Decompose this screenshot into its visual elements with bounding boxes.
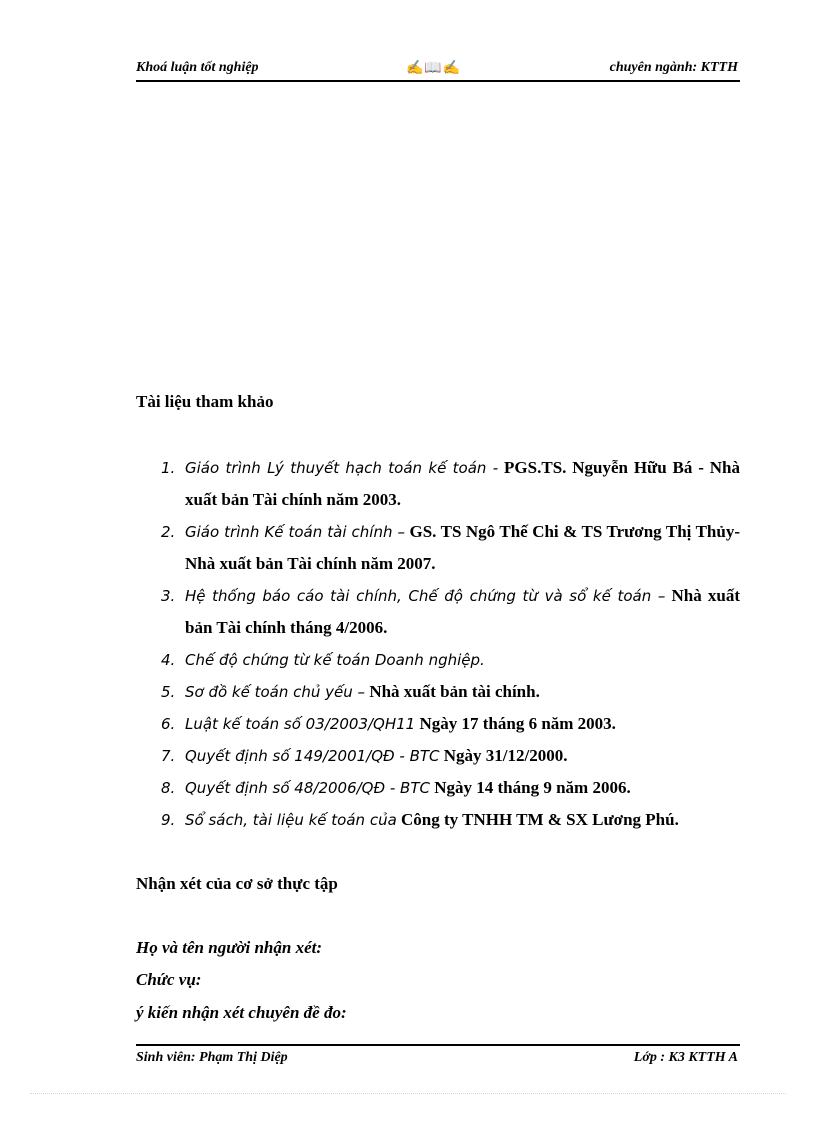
reviewer-opinion-label: ý kiến nhận xét chuyên đề đo: — [136, 1003, 347, 1022]
reference-item — [136, 516, 740, 580]
reference-title: Sơ đồ kế toán chủ yếu – — [185, 683, 366, 701]
page-footer — [136, 1044, 740, 1070]
reference-item — [136, 740, 740, 772]
references-title: Tài liệu tham khảo — [136, 392, 274, 411]
reference-number: 7. — [161, 747, 176, 765]
reference-source: Ngày 14 tháng 9 năm 2006. — [429, 778, 631, 797]
reference-title: Quyết định số 48/2006/QĐ - BTC — [185, 779, 430, 797]
footer-class-label: Lớp : K3 KTTH A — [633, 1050, 738, 1065]
reference-source: PGS.TS. Nguyễn Hữu Bá - Nhà xuất bản Tài chính năm 2003. — [185, 458, 740, 509]
reference-number: 9. — [161, 811, 176, 829]
reference-item — [136, 772, 740, 804]
reference-source: Nhà xuất bản tài chính. — [365, 682, 540, 701]
page-bottom-divider — [30, 1093, 786, 1094]
reference-item — [136, 804, 740, 836]
reference-number: 2. — [161, 523, 176, 541]
reference-number: 3. — [161, 587, 176, 605]
reference-item — [136, 452, 740, 516]
header-book-ornament-icon: ✍📖✍ — [406, 61, 462, 76]
reviewer-position-label: Chức vụ: — [136, 970, 202, 989]
reference-title: Sổ sách, tài liệu kế toán của — [185, 811, 397, 829]
reference-number: 6. — [161, 715, 176, 733]
reference-title: Giáo trình Kế toán tài chính – — [185, 523, 405, 541]
reference-title: Hệ thống báo cáo tài chính, Chế độ chứng từ và sổ kế toán – — [185, 587, 666, 605]
page-header — [136, 58, 740, 82]
review-title: Nhận xét của cơ sở thực tập — [136, 874, 338, 893]
reference-item — [136, 676, 740, 708]
reference-source: Công ty TNHH TM & SX Lương Phú. — [396, 810, 679, 829]
reference-item — [136, 708, 740, 740]
reference-item — [136, 644, 740, 676]
header-major-label: chuyên ngành: KTTH — [609, 60, 738, 75]
reference-number: 4. — [161, 651, 176, 669]
reference-title: Giáo trình Lý thuyết hạch toán kế toán - — [185, 459, 499, 477]
reviewer-name-label: Họ và tên người nhận xét: — [136, 938, 323, 957]
reference-source: Nhà xuất bản Tài chính tháng 4/2006. — [185, 586, 740, 637]
reference-title: Quyết định số 149/2001/QĐ - BTC — [185, 747, 440, 765]
reference-number: 1. — [161, 459, 176, 477]
reference-number: 5. — [161, 683, 176, 701]
footer-student-label: Sinh viên: Phạm Thị Diệp — [136, 1050, 288, 1065]
references-list — [136, 452, 740, 836]
header-thesis-label: Khoá luận tốt nghiệp — [136, 60, 259, 75]
reference-source: GS. TS Ngô Thế Chi & TS Trương Thị Thủy- Nhà xuất bản Tài chính năm 2007. — [185, 522, 740, 573]
reference-source: Ngày 31/12/2000. — [439, 746, 568, 765]
reference-source: Ngày 17 tháng 6 năm 2003. — [415, 714, 616, 733]
reference-title: Luật kế toán số 03/2003/QH11 — [185, 715, 416, 733]
reference-item — [136, 580, 740, 644]
reference-number: 8. — [161, 779, 176, 797]
reference-title: Chế độ chứng từ kế toán Doanh nghiệp. — [185, 651, 485, 669]
